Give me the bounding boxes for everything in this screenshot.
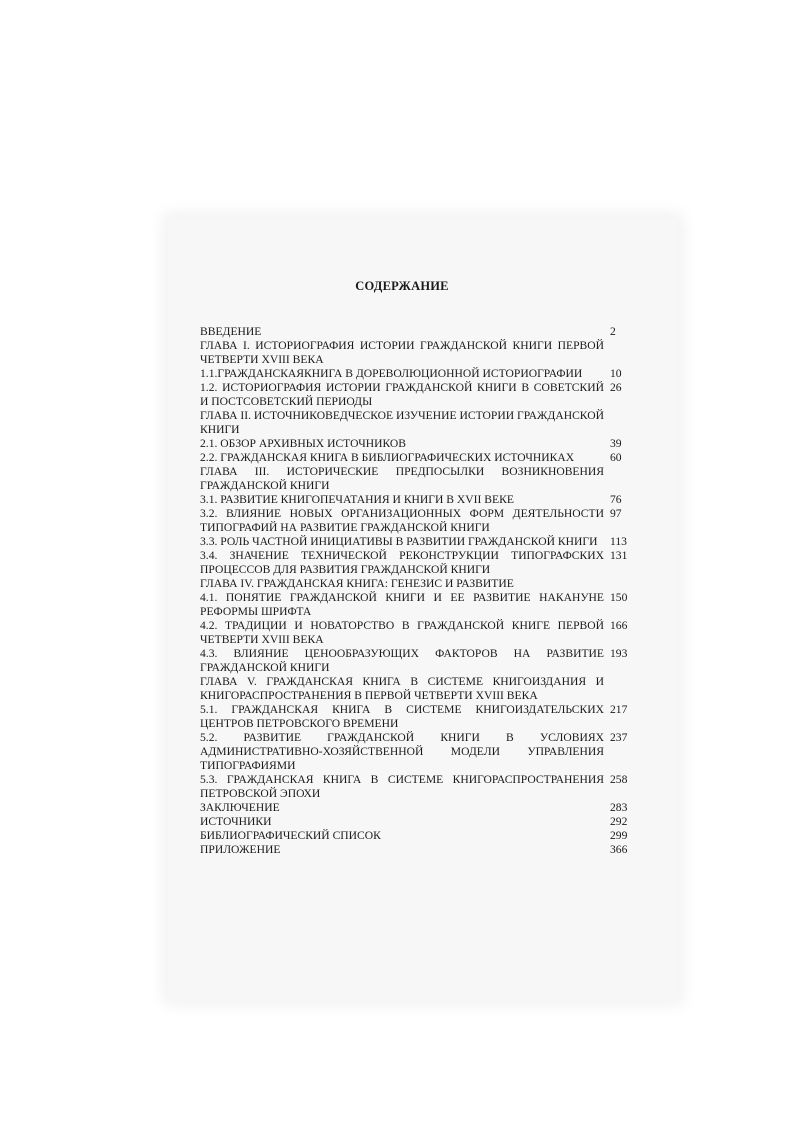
toc-entry-page: 10 [610,367,622,380]
toc-entry-page: 150 [610,591,628,604]
toc-entry [200,549,638,577]
toc-entry [200,815,638,829]
toc-entry [200,451,638,465]
toc-entry-title: ГЛАВА II. ИСТОЧНИКОВЕДЧЕСКОЕ ИЗУЧЕНИЕ ИСТОРИИ ГРАЖДАНСКОЙ КНИГИ [200,409,604,436]
toc-entry [200,829,638,843]
toc-entry-title: ЗАКЛЮЧЕНИЕ [200,801,280,814]
table-of-contents [200,325,638,857]
toc-entry [200,773,638,801]
toc-entry-title: 2.1. ОБЗОР АРХИВНЫХ ИСТОЧНИКОВ [200,437,407,450]
toc-entry-page: 237 [610,731,628,744]
toc-entry [200,619,638,647]
toc-entry-title: БИБЛИОГРАФИЧЕСКИЙ СПИСОК [200,829,381,842]
toc-entry-title: ГЛАВА V. ГРАЖДАНСКАЯ КНИГА В СИСТЕМЕ КНИГОИЗДАНИЯ И КНИГОРАСПРОСТРАНЕНИЯ В ПЕРВОЙ ЧЕТВЕРТИ XVIII ВЕКА [200,675,604,702]
toc-entry [200,801,638,815]
toc-entry-page: 60 [610,451,622,464]
toc-entry-page: 299 [610,829,628,842]
toc-entry-page: 217 [610,703,628,716]
toc-entry-page: 258 [610,773,628,786]
toc-entry-title: 3.3. РОЛЬ ЧАСТНОЙ ИНИЦИАТИВЫ В РАЗВИТИИ ГРАЖДАНСКОЙ КНИГИ [200,535,598,548]
toc-entry-page: 292 [610,815,628,828]
toc-entry-page: 193 [610,647,628,660]
toc-entry-page: 97 [610,507,622,520]
toc-entry [200,507,638,535]
toc-entry [200,577,638,591]
toc-entry-title: ПРИЛОЖЕНИЕ [200,843,281,856]
toc-entry [200,493,638,507]
toc-entry [200,381,638,409]
toc-entry [200,535,638,549]
toc-entry-page: 131 [610,549,628,562]
toc-entry-title: ГЛАВА I. ИСТОРИОГРАФИЯ ИСТОРИИ ГРАЖДАНСКОЙ КНИГИ ПЕРВОЙ ЧЕТВЕРТИ XVIII ВЕКА [200,339,604,366]
toc-entry-title: 3.2. ВЛИЯНИЕ НОВЫХ ОРГАНИЗАЦИОННЫХ ФОРМ ДЕЯТЕЛЬНОСТИ ТИПОГРАФИЙ НА РАЗВИТИЕ ГРАЖДАНСКОЙ КНИГИ [200,507,604,534]
toc-entry [200,409,638,437]
toc-entry [200,731,638,773]
toc-entry-title: ГЛАВА III. ИСТОРИЧЕСКИЕ ПРЕДПОСЫЛКИ ВОЗНИКНОВЕНИЯ ГРАЖДАНСКОЙ КНИГИ [200,465,604,492]
toc-entry [200,339,638,367]
toc-entry-title: 1.1.ГРАЖДАНСКАЯКНИГА В ДОРЕВОЛЮЦИОННОЙ ИСТОРИОГРАФИИ [200,367,583,380]
toc-entry [200,703,638,731]
toc-entry [200,437,638,451]
toc-entry-page: 166 [610,619,628,632]
toc-entry-page: 113 [610,535,627,548]
toc-entry [200,591,638,619]
page-title: СОДЕРЖАНИЕ [355,279,449,293]
toc-entry-title: 5.1. ГРАЖДАНСКАЯ КНИГА В СИСТЕМЕ КНИГОИЗДАТЕЛЬСКИХ ЦЕНТРОВ ПЕТРОВСКОГО ВРЕМЕНИ [200,703,604,730]
toc-entry-title: 3.1. РАЗВИТИЕ КНИГОПЕЧАТАНИЯ И КНИГИ В XVII ВЕКЕ [200,493,514,506]
toc-entry [200,325,638,339]
toc-entry-title: 4.2. ТРАДИЦИИ И НОВАТОРСТВО В ГРАЖДАНСКОЙ КНИГЕ ПЕРВОЙ ЧЕТВЕРТИ XVIII ВЕКА [200,619,604,646]
toc-entry [200,675,638,703]
toc-entry-title: 5.3. ГРАЖДАНСКАЯ КНИГА В СИСТЕМЕ КНИГОРАСПРОСТРАНЕНИЯ ПЕТРОВСКОЙ ЭПОХИ [200,773,604,800]
toc-entry-title: 5.2. РАЗВИТИЕ ГРАЖДАНСКОЙ КНИГИ В УСЛОВИЯХ АДМИНИСТРАТИВНО-ХОЗЯЙСТВЕННОЙ МОДЕЛИ УПРАВЛЕНИЯ ТИПОГРАФИЯМИ [200,731,604,772]
toc-entry [200,367,638,381]
toc-entry [200,647,638,675]
toc-entry-title: 4.1. ПОНЯТИЕ ГРАЖДАНСКОЙ КНИГИ И ЕЕ РАЗВИТИЕ НАКАНУНЕ РЕФОРМЫ ШРИФТА [200,591,604,618]
toc-entry-page: 76 [610,493,622,506]
toc-entry-title: 4.3. ВЛИЯНИЕ ЦЕНООБРАЗУЮЩИХ ФАКТОРОВ НА РАЗВИТИЕ ГРАЖДАНСКОЙ КНИГИ [200,647,604,674]
toc-entry-title: 3.4. ЗНАЧЕНИЕ ТЕХНИЧЕСКОЙ РЕКОНСТРУКЦИИ ТИПОГРАФСКИХ ПРОЦЕССОВ ДЛЯ РАЗВИТИЯ ГРАЖДАНСКОЙ КНИГИ [200,549,604,576]
toc-entry-title: ИСТОЧНИКИ [200,815,272,828]
toc-entry-title: ВВЕДЕНИЕ [200,325,262,338]
toc-entry [200,465,638,493]
toc-entry [200,843,638,857]
toc-entry-page: 366 [610,843,628,856]
toc-entry-page: 283 [610,801,628,814]
toc-entry-title: 1.2. ИСТОРИОГРАФИЯ ИСТОРИИ ГРАЖДАНСКОЙ КНИГИ В СОВЕТСКИЙ И ПОСТСОВЕТСКИЙ ПЕРИОДЫ [200,381,604,408]
toc-entry-title: ГЛАВА IV. ГРАЖДАНСКАЯ КНИГА: ГЕНЕЗИС И РАЗВИТИЕ [200,577,514,590]
toc-entry-page: 26 [610,381,622,394]
toc-entry-page: 2 [610,325,616,338]
toc-entry-title: 2.2. ГРАЖДАНСКАЯ КНИГА В БИБЛИОГРАФИЧЕСКИХ ИСТОЧНИКАХ [200,451,575,464]
toc-entry-page: 39 [610,437,622,450]
